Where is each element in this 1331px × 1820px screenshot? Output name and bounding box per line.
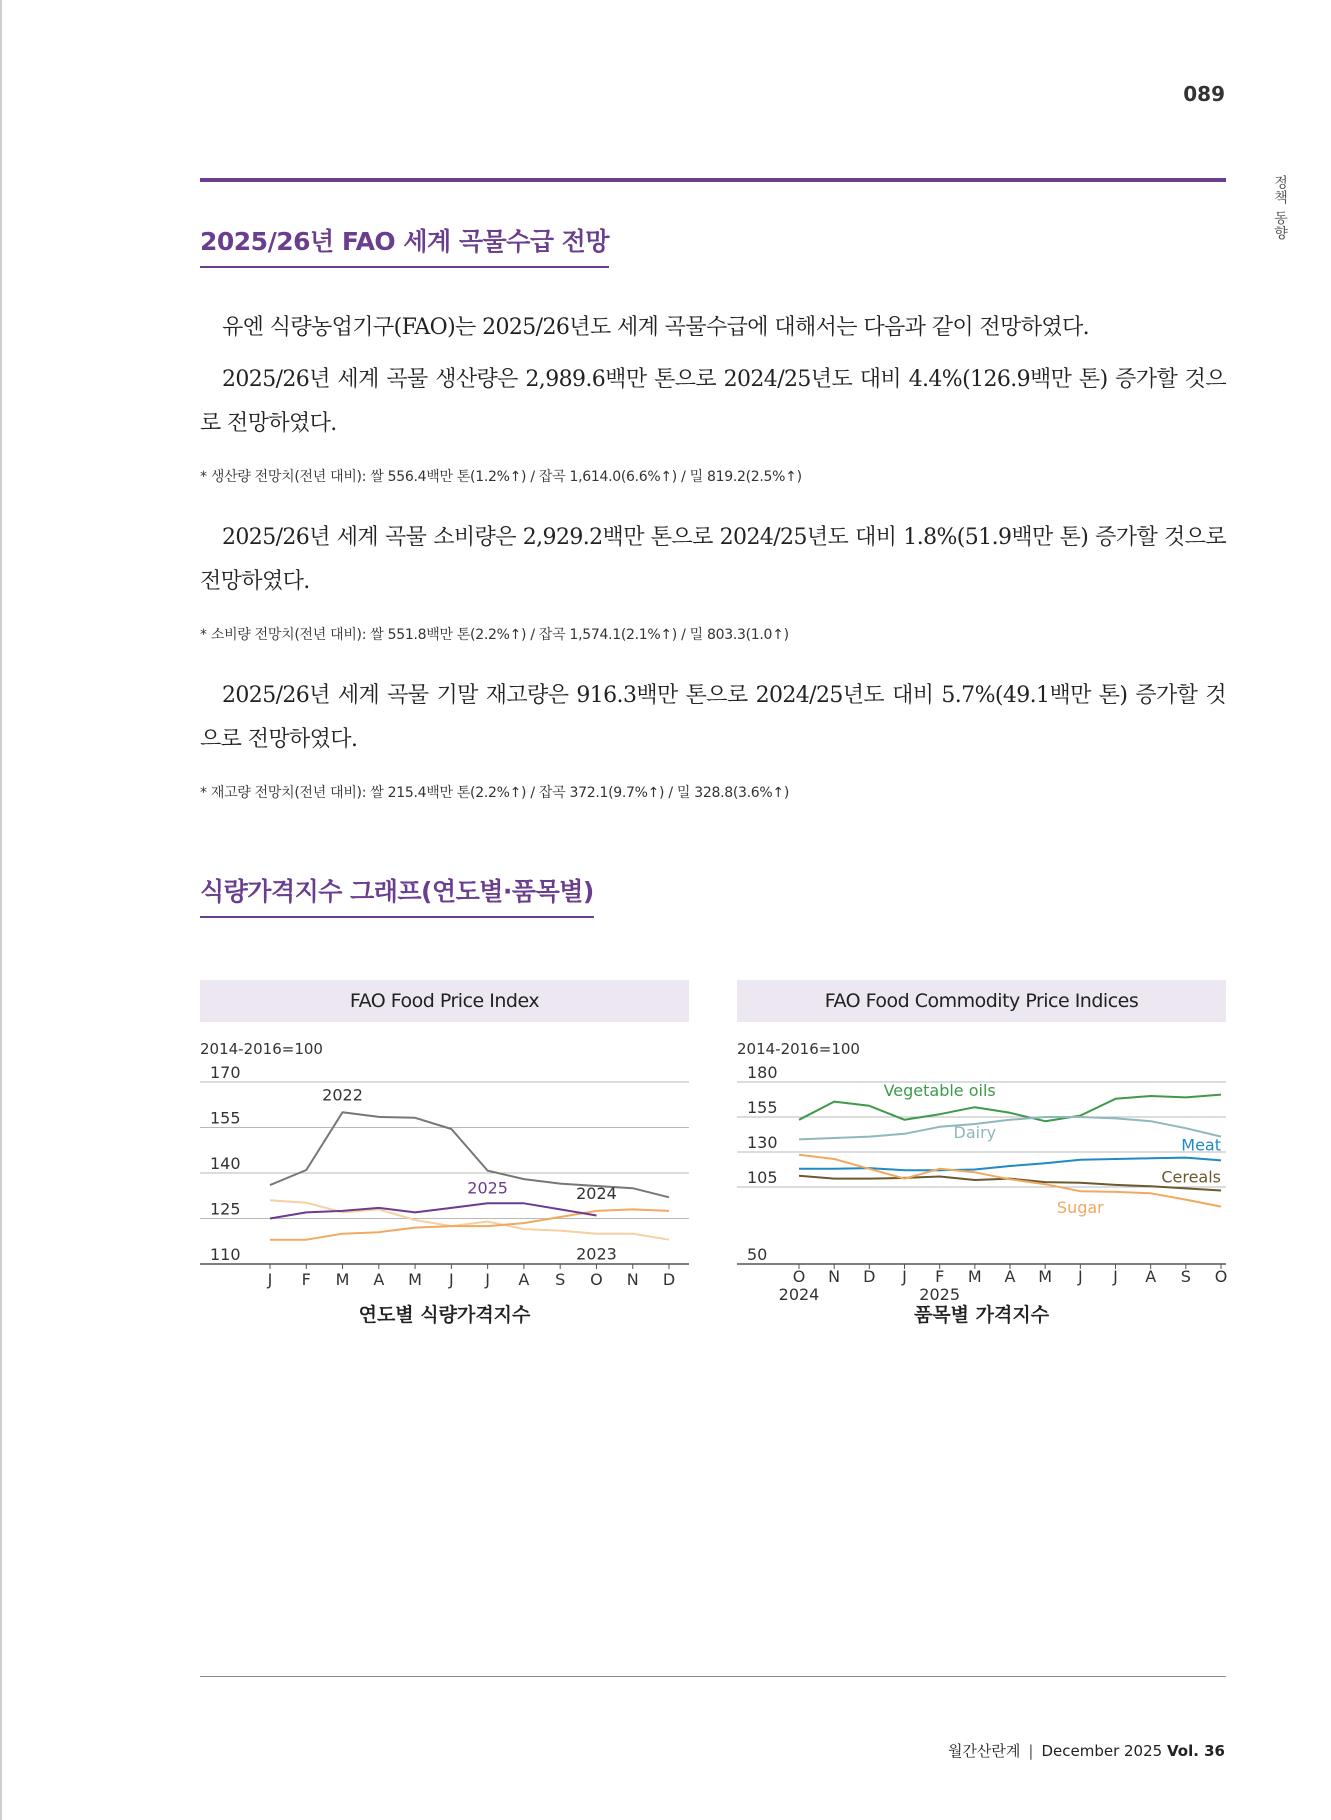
footer-separator: | <box>1028 1742 1034 1760</box>
y-tick-label: 155 <box>210 1108 241 1128</box>
chart-commodity-price-indices <box>737 980 1226 1327</box>
base-label: 2014-2016=100 <box>200 1040 323 1058</box>
intro-text: 유엔 식량농업기구(FAO)는 2025/26년도 세계 곡물수급에 대해서는 다음과 같이 전망하였다. <box>222 315 1090 340</box>
y-tick-label: 125 <box>210 1199 241 1219</box>
y-tick-label: 155 <box>747 1098 778 1117</box>
y-tick-label: 130 <box>747 1133 778 1152</box>
series-label: 2022 <box>322 1085 363 1105</box>
chart-food-price-index-plot <box>200 1032 689 1292</box>
series-line-dairy <box>799 1117 1221 1139</box>
x-tick-label: A <box>518 1270 530 1289</box>
production-paragraph <box>200 358 1226 446</box>
series-label: 2023 <box>576 1244 617 1264</box>
stocks-paragraph <box>200 674 1226 762</box>
series-label: Dairy <box>953 1123 997 1142</box>
year-label: 2024 <box>778 1285 820 1304</box>
y-tick-label: 50 <box>747 1245 768 1264</box>
x-tick-label: N <box>626 1270 639 1289</box>
production-note: * 생산량 전망치(전년 대비): 쌀 556.4백만 톤(1.2%↑) / 잡곡 1,614.0(6.6%↑) / 밀 819.2(2.5%↑) <box>200 469 802 485</box>
x-tick-label: M <box>408 1270 422 1289</box>
series-label: Meat <box>1181 1135 1221 1155</box>
x-tick-label: F <box>935 1267 945 1286</box>
x-tick-label: J <box>267 1270 273 1289</box>
section-title-grain-outlook: 2025/26년 FAO 세계 곡물수급 전망 <box>200 222 609 268</box>
section-title-food-price-graphs: 식량가격지수 그래프(연도별·품목별) <box>200 872 594 918</box>
base-label: 2014-2016=100 <box>737 1040 860 1058</box>
series-label: Vegetable oils <box>883 1081 996 1101</box>
footer-magazine: 월간산란계 <box>947 1742 1021 1760</box>
series-line-cereals <box>799 1176 1221 1191</box>
y-tick-label: 140 <box>210 1154 241 1173</box>
y-tick-label: 110 <box>210 1245 241 1264</box>
series-label: Sugar <box>1056 1198 1104 1218</box>
chart-caption: 연도별 식량가격지수 <box>358 1304 531 1326</box>
intro-paragraph <box>200 306 1226 350</box>
x-tick-label: S <box>555 1270 566 1289</box>
footer-volume: Vol. 36 <box>1166 1742 1225 1760</box>
x-tick-label: M <box>335 1270 350 1289</box>
side-section-label: 정책 동향 <box>1272 175 1288 241</box>
page-number: 089 <box>1183 82 1225 106</box>
bottom-divider <box>200 1676 1226 1677</box>
x-tick-label: M <box>1038 1267 1053 1286</box>
x-tick-label: O <box>590 1270 603 1289</box>
series-line-sugar <box>799 1155 1221 1207</box>
x-tick-label: D <box>662 1270 676 1289</box>
footer-issue: December 2025 <box>1041 1742 1163 1760</box>
y-tick-label: 180 <box>747 1063 778 1082</box>
x-tick-label: A <box>1145 1267 1157 1286</box>
series-label: 2025 <box>467 1178 508 1198</box>
x-tick-label: F <box>301 1270 311 1289</box>
chart-food-price-index <box>200 980 689 1327</box>
y-tick-label: 170 <box>210 1063 241 1082</box>
y-tick-label: 105 <box>747 1168 778 1187</box>
consumption-note: * 소비량 전망치(전년 대비): 쌀 551.8백만 톤(2.2%↑) / 잡곡 1,574.1(2.1%↑) / 밀 803.3(1.0↑) <box>200 627 789 643</box>
x-tick-label: D <box>863 1267 876 1286</box>
x-tick-label: J <box>1113 1267 1118 1286</box>
x-tick-label: M <box>967 1267 982 1286</box>
x-tick-label: O <box>1214 1267 1228 1286</box>
x-tick-label: N <box>828 1267 841 1286</box>
x-tick-label: A <box>373 1270 385 1289</box>
year-label: 2025 <box>919 1285 961 1304</box>
consumption-text: 2025/26년 세계 곡물 소비량은 2,929.2백만 톤으로 2024/25년도 대비 1.8%(51.9백만 톤) 증가할 것으로 전망하였다. <box>200 525 1226 594</box>
x-tick-label: O <box>792 1267 806 1286</box>
x-tick-label: S <box>1180 1267 1191 1286</box>
series-line-meat <box>799 1158 1221 1171</box>
chart-commodity-price-indices-plot <box>737 1032 1228 1304</box>
consumption-paragraph <box>200 516 1226 604</box>
stocks-note: * 재고량 전망치(전년 대비): 쌀 215.4백만 톤(2.2%↑) / 잡곡 372.1(9.7%↑) / 밀 328.8(3.6%↑) <box>200 785 789 801</box>
series-label: 2024 <box>576 1183 617 1203</box>
x-tick-label: J <box>902 1267 907 1286</box>
chart-title: FAO Food Commodity Price Indices <box>737 980 1226 1022</box>
top-divider <box>200 178 1226 182</box>
x-tick-label: A <box>1004 1267 1016 1286</box>
chart-title: FAO Food Price Index <box>200 980 689 1022</box>
x-tick-label: J <box>485 1270 490 1289</box>
footer <box>948 1740 1225 1761</box>
x-tick-label: J <box>1077 1267 1083 1286</box>
x-tick-label: J <box>449 1270 454 1289</box>
page-edge <box>0 0 2 1820</box>
stocks-text: 2025/26년 세계 곡물 기말 재고량은 916.3백만 톤으로 2024/25년도 대비 5.7%(49.1백만 톤) 증가할 것으로 전망하였다. <box>200 683 1226 752</box>
production-text: 2025/26년 세계 곡물 생산량은 2,989.6백만 톤으로 2024/25년도 대비 4.4%(126.9백만 톤) 증가할 것으로 전망하였다. <box>200 367 1226 436</box>
chart-caption: 품목별 가격지수 <box>913 1304 1050 1326</box>
series-label: Cereals <box>1161 1167 1221 1187</box>
